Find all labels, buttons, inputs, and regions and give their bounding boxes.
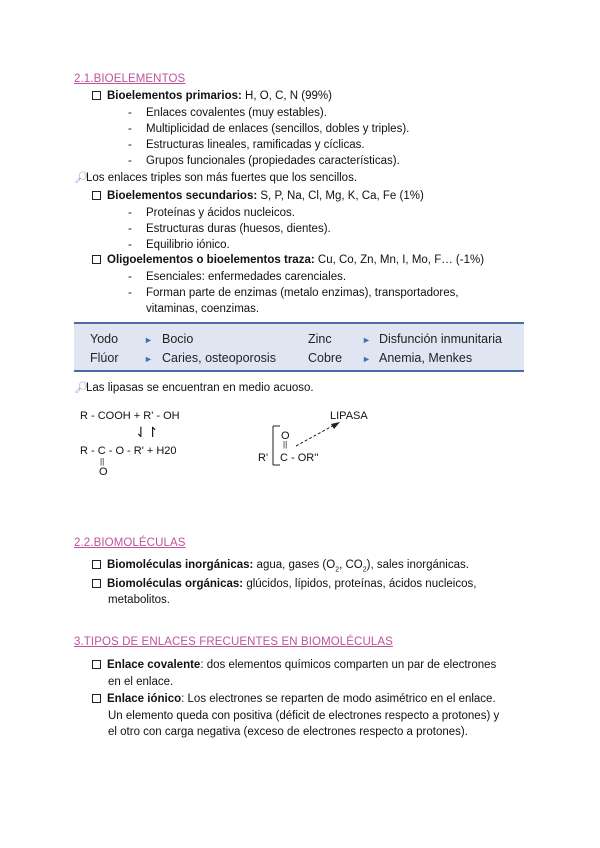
list-item: - Enlaces covalentes (muy estables). [128, 107, 327, 119]
checkbox-icon [92, 91, 101, 100]
section-title-enlaces: 3.TIPOS DE ENLACES FRECUENTES EN BIOMOLÉCULAS [74, 636, 393, 648]
table-cell: Cobre [308, 351, 343, 365]
magnifier-icon: 🔎︎ [74, 382, 88, 394]
triangle-right-icon: ► [144, 335, 153, 345]
table-cell: Bocio [162, 332, 194, 346]
reaction-products: R - C - O - R' + H20 [80, 445, 177, 457]
triangle-right-icon: ► [144, 354, 153, 364]
note-lipasas: 🔎︎Las lipasas se encuentran en medio acuoso. [74, 382, 314, 394]
magnifier-icon: 🔎︎ [74, 172, 88, 184]
checkbox-icon [92, 191, 101, 200]
table-cell: Disfunción inmunitaria [379, 332, 502, 346]
section-title-biomoleculas: 2.2.BIOMOLÉCULAS [74, 537, 186, 549]
double-bond: || [100, 457, 105, 466]
item-enlace-ionico: Enlace iónico: Los electrones se reparten de modo asimétrico en el enlace. [92, 692, 496, 706]
table-cell: Zinc [308, 332, 332, 346]
checkbox-icon [92, 255, 101, 264]
double-bond: || [283, 440, 288, 449]
item-enlace-ionico-line2: Un elemento queda con positiva (déficit de electrones respecto a protones) y [108, 710, 500, 722]
primarios-value: H, O, C, N (99%) [241, 90, 332, 102]
list-item: - Estructuras lineales, ramificadas y cíclicas. [128, 139, 365, 151]
table-cell: Flúor [90, 351, 119, 365]
primarios-label: Bioelementos primarios: [107, 90, 242, 102]
list-item: - Grupos funcionales (propiedades características). [128, 155, 400, 167]
equilibrium-arrows-icon: ⇃↾ [135, 424, 159, 440]
checkbox-icon [92, 660, 101, 669]
item-oligoelementos: Oligoelementos o bioelementos traza: Cu, Co, Zn, Mn, I, Mo, F… (-1%) [92, 253, 484, 267]
table-cell: Caries, osteoporosis [162, 351, 276, 365]
list-item: - Forman parte de enzimas (metalo enzimas), transportadores, [128, 287, 459, 299]
item-secundarios: Bioelementos secundarios: S, P, Na, Cl, Mg, K, Ca, Fe (1%) [92, 189, 424, 203]
item-inorganicas: Biomoléculas inorgánicas: agua, gases ($O_2$, $CO_2$), sales inorgánicas. [92, 558, 469, 577]
reaction-reactants: R - COOH + R' - OH [80, 410, 180, 422]
list-item: - Proteínas y ácidos nucleicos. [128, 207, 295, 219]
lipasa-label: LIPASA [330, 410, 368, 422]
item-organicas-continuation: metabolitos. [108, 594, 171, 606]
oligo-deficiency-table [74, 322, 524, 372]
list-item: - Esenciales: enfermedades carenciales. [128, 271, 347, 283]
note-enlaces: 🔎︎Los enlaces triples son más fuertes que los sencillos. [74, 172, 358, 184]
triangle-right-icon: ► [362, 335, 371, 345]
item-organicas: Biomoléculas orgánicas: glúcidos, lípidos, proteínas, ácidos nucleicos, [92, 577, 476, 591]
section-title-bioelementos: 2.1.BIOELEMENTOS [74, 73, 186, 85]
lipasa-attack-arrow [270, 418, 360, 468]
list-item-continuation: vitaminas, coenzimas. [146, 303, 260, 315]
item-enlace-ionico-line3: el otro con carga negativa (exceso de electrones respecto a protones). [108, 726, 468, 738]
oxygen-label: O [99, 466, 108, 478]
item-enlace-covalente: Enlace covalente: dos elementos químicos comparten un par de electrones [92, 658, 496, 672]
list-item: - Multiplicidad de enlaces (sencillos, dobles y triples). [128, 123, 410, 135]
list-item: - Equilibrio iónico. [128, 239, 230, 251]
triangle-right-icon: ► [362, 354, 371, 364]
table-cell: Yodo [90, 332, 119, 346]
r-label: R' [258, 452, 269, 464]
checkbox-icon [92, 579, 101, 588]
checkbox-icon [92, 694, 101, 703]
oxygen-label: O [281, 430, 290, 442]
checkbox-icon [92, 560, 101, 569]
item-primarios [92, 89, 332, 103]
table-cell: Anemia, Menkes [379, 351, 473, 365]
ester-group: C - OR'' [280, 452, 319, 464]
list-item: - Estructuras duras (huesos, dientes). [128, 223, 331, 235]
item-enlace-covalente-continuation: en el enlace. [108, 676, 174, 688]
